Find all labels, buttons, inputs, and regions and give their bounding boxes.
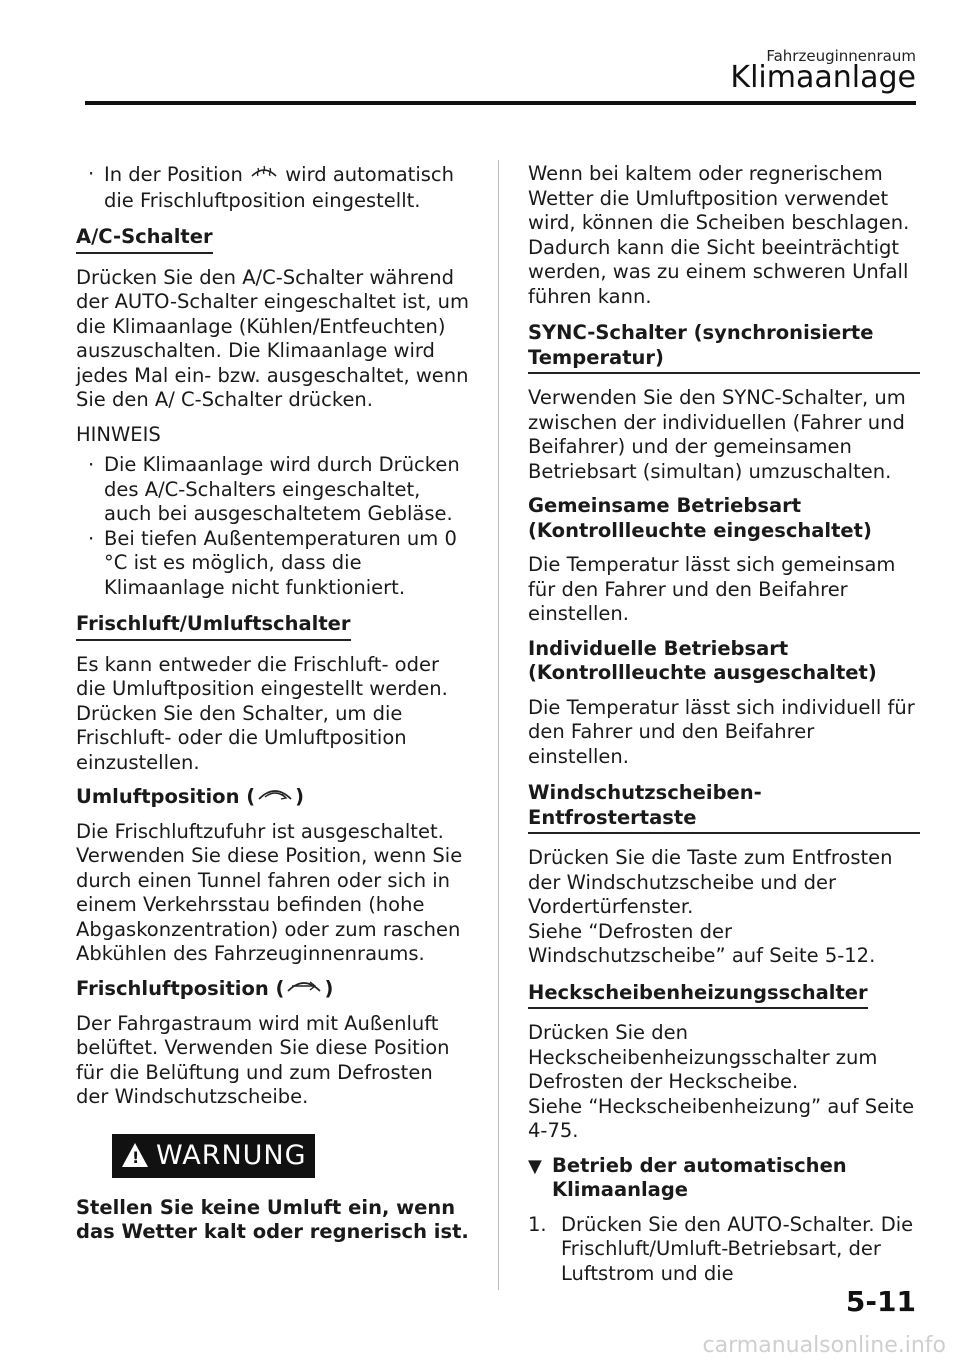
warning-label: WARNUNG — [156, 1140, 307, 1171]
ac-heading: A/C-Schalter — [76, 225, 213, 254]
warning-banner — [112, 1134, 315, 1178]
indiv-text: Die Temperatur lässt sich individuell für den Fahrer und den Beifahrer einstellen. — [528, 695, 915, 768]
triangle-down-icon: ▼ — [528, 1155, 542, 1177]
defrost-heading: Windschutzscheiben-Entfrostertaste — [528, 781, 920, 834]
common-heading — [528, 494, 920, 543]
ac-text: Drücken Sie den A/C-Schalter während der AUTO-Schalter eingeschaltet ist, um die Klimaanlage (Kühlen/Entfeuchten) auszuschalten. Die Klimaanlage wird jedes Mal ein- bzw. ausgeschaltet, wenn Sie den A/ C-Schalter drücken. — [76, 265, 469, 411]
fresh-air-icon — [284, 977, 324, 1002]
page-number: 5-11 — [845, 1285, 916, 1318]
recirc-heading-post: ) — [295, 785, 305, 808]
recirc-text: Die Frischluftzufuhr ist ausgeschaltet. Verwenden Sie diese Position, wenn Sie durch einen Tunnel fahren oder sich in einem Verkehrsstau befinden (hohe Abgaskonzentration) oder zum raschen Abkühlen des Fahrzeuginnenraums. — [76, 819, 463, 966]
bullet-pre: In der Position — [104, 162, 243, 186]
common-heading-2: (Kontrollleuchte eingeschaltet) — [528, 518, 872, 542]
note-label: HINWEIS — [76, 422, 161, 446]
section-label: Fahrzeuginnenraum — [766, 47, 916, 65]
rear-reference: Siehe “Heckscheibenheizung” auf Seite 4-75. — [528, 1094, 915, 1142]
rear-heading: Heckscheibenheizungsschalter — [528, 981, 868, 1010]
bullet-post: wird automatisch — [285, 162, 454, 186]
freshpos-text: Der Fahrgastraum wird mit Außenluft belüftet. Verwenden Sie diese Position für die Belüftung und zum Defrosten der Windschutzscheibe. — [76, 1011, 450, 1108]
sync-text: Verwenden Sie den SYNC-Schalter, um zwischen der individuellen (Fahrer und Beifahrer) und der gemeinsamen Betriebsart (simultan) umzuschalten. — [528, 386, 906, 483]
rear-text: Drücken Sie den Heckscheibenheizungsschalter zum Defrosten der Heckscheibe. — [528, 1021, 878, 1093]
step-item — [528, 1213, 920, 1287]
note-item: · Die Klimaanlage wird durch Drücken des A/C-Schalters eingeschaltet, auch bei ausgeschaltetem Gebläse. — [76, 453, 471, 527]
warning-text: Stellen Sie keine Umluft ein, wenn das Wetter kalt oder regnerisch ist. — [76, 1195, 469, 1243]
defrost-mode-icon — [249, 162, 279, 189]
fresh-heading: Frischluft/Umluftschalter — [76, 612, 351, 641]
auto-heading-2: Klimaanlage — [552, 1178, 689, 1201]
defrost-text: Drücken Sie die Taste zum Entfrosten der Windschutzscheibe und der Vordertürfenster. — [528, 846, 893, 918]
freshpos-heading-pre: Frischluftposition ( — [76, 976, 285, 1000]
defrost-reference: Siehe “Defrosten der Windschutzscheibe” auf Seite 5-12. — [528, 919, 876, 967]
auto-heading — [528, 1154, 920, 1203]
bullet-auto-fresh — [76, 162, 471, 213]
right-column — [528, 162, 920, 1286]
watermark: carmanualsonline.info — [702, 1333, 946, 1358]
warning-continuation: Wenn bei kaltem oder regnerischem Wetter die Umluftposition verwendet wird, können die Scheiben beschlagen. Dadurch kann die Sicht beeinträchtigt werden, was zu einem schweren Unfall führen kann. — [528, 162, 910, 308]
warning-exclamation: ! — [132, 1147, 141, 1167]
step-text: Drücken Sie den AUTO-Schalter. Die Frischluft/Umluft-Betriebsart, der Luftstrom und die — [561, 1212, 914, 1285]
fresh-text: Es kann entweder die Frischluft- oder die Umluftposition eingestellt werden. Drücken Sie den Schalter, um die Frischluft- oder die Umluftposition einzustellen. — [76, 652, 448, 774]
note-item: · Bei tiefen Außentemperaturen um 0 °C ist es möglich, dass die Klimaanlage nicht funktioniert. — [76, 527, 471, 601]
recirculation-icon — [255, 785, 295, 810]
step-number: 1. — [528, 1212, 547, 1236]
bullet-line2: die Frischluftposition eingestellt. — [104, 188, 421, 212]
sync-heading: SYNC-Schalter (synchronisierte Temperatur) — [528, 321, 920, 374]
freshpos-heading-post: ) — [324, 976, 334, 1000]
page-title: Klimaanlage — [730, 60, 916, 95]
column-divider — [498, 160, 499, 1290]
indiv-heading — [528, 637, 920, 686]
indiv-heading-1: Individuelle Betriebsart — [528, 636, 789, 660]
recirc-heading-pre: Umluftposition ( — [76, 785, 256, 808]
auto-heading-1: Betrieb der automatischen — [552, 1153, 847, 1177]
common-heading-1: Gemeinsame Betriebsart — [528, 494, 802, 517]
indiv-heading-2: (Kontrollleuchte ausgeschaltet) — [528, 661, 877, 684]
left-column — [76, 162, 471, 1255]
note-list — [76, 453, 471, 600]
common-text: Die Temperatur lässt sich gemeinsam für den Fahrer und den Beifahrer einstellen. — [528, 553, 896, 625]
freshpos-heading — [76, 977, 471, 1002]
recirc-heading — [76, 785, 471, 810]
header-rule — [85, 101, 916, 105]
